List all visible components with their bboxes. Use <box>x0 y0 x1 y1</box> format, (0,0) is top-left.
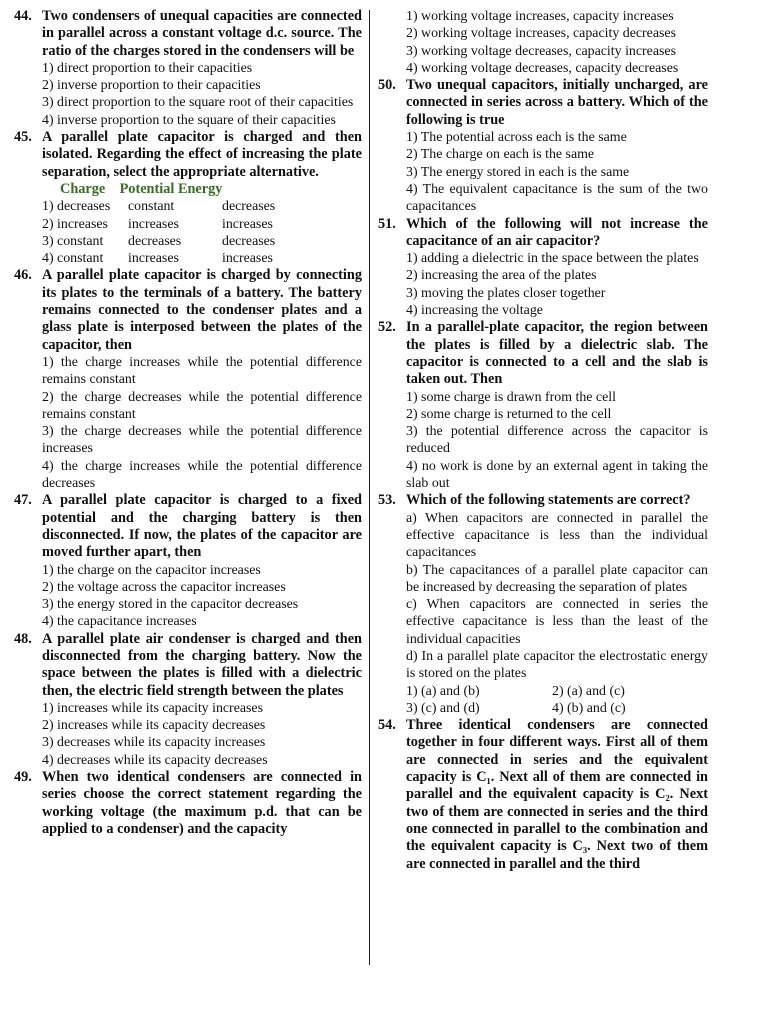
option: 1) working voltage increases, capacity increases <box>406 9 674 24</box>
option: 3) (c) and (d) <box>406 700 480 716</box>
question-number: 47. <box>14 492 32 509</box>
column-divider <box>369 10 370 965</box>
option: 2) (a) and (c) <box>552 683 625 699</box>
option: 4) The equivalent capacitance is the sum of the two capacitances <box>406 181 708 215</box>
option: 2) working voltage increases, capacity decreases <box>406 26 676 42</box>
question-text: A parallel plate capacitor is charged to a fixed potential and the charging battery is then disconnected. If now, the plates of the capacitor are moved further apart, then <box>42 492 362 561</box>
question-text: Two condensers of unequal capacities are connected in parallel across a constant voltage d.c. source. The ratio of the charges stored in the condensers will be <box>42 8 362 59</box>
statement: a) When capacitors are connected in parallel the effective capacitance is less than the individual capacitances <box>406 510 708 561</box>
question-number: 46. <box>14 267 32 284</box>
question-number: 53. <box>378 492 396 509</box>
question-text: A parallel plate capacitor is charged and then isolated. Regarding the effect of increasing the plate separation, select the appropriate alternative. <box>42 129 362 180</box>
cell: 1) decreases <box>42 199 111 215</box>
option: 3) direct proportion to the square root of their capacities <box>42 95 354 111</box>
option: 3) the potential difference across the capacitor is reduced <box>406 424 708 457</box>
left-column <box>14 8 362 838</box>
question-50 <box>378 77 708 215</box>
option: 2) the voltage across the capacitor increases <box>42 579 286 595</box>
cell: increases <box>222 216 273 232</box>
question-46 <box>14 267 362 492</box>
option: 2) the charge decreases while the potential difference remains constant <box>42 389 362 422</box>
option: 4) the capacitance increases <box>42 614 197 630</box>
option: 1) some charge is drawn from the cell <box>406 389 616 405</box>
option: 1) adding a dielectric in the space between the plates <box>406 251 699 267</box>
option: 1) (a) and (b) <box>406 683 480 699</box>
question-text: Which of the following statements are correct? <box>406 492 691 509</box>
question-number: 51. <box>378 215 396 232</box>
answer-row <box>406 700 708 717</box>
option: 1) The potential across each is the same <box>406 130 627 146</box>
option: 2) The charge on each is the same <box>406 147 595 163</box>
header-energy: Energy <box>177 180 223 197</box>
question-44 <box>14 8 362 129</box>
option: 1) the charge increases while the potential difference remains constant <box>42 354 362 388</box>
cell: 3) constant <box>42 233 104 249</box>
question-number: 48. <box>14 630 32 647</box>
question-49 <box>14 769 362 838</box>
option: 4) working voltage decreases, capacity decreases <box>406 60 679 76</box>
question-53 <box>378 492 708 717</box>
question-45 <box>14 129 362 267</box>
cell: constant <box>128 199 175 215</box>
cell: increases <box>128 216 179 232</box>
cell: decreases <box>222 199 276 215</box>
question-text: Which of the following will not increase the capacitance of an air capacitor? <box>406 215 708 249</box>
option: 3) decreases while its capacity increases <box>42 735 266 751</box>
option: 4) the charge increases while the potential difference decreases <box>42 458 362 492</box>
question-text: A parallel plate capacitor is charged by connecting its plates to the terminals of a battery. The battery remains connected to the condenser plates and a glass plate is interposed between the plates of the capacitor, then <box>42 267 362 353</box>
question-47 <box>14 492 362 630</box>
right-column <box>378 8 708 873</box>
question-text: Three identical condensers are connected together in four different ways. First all of them are connected in series and the equivalent capacity is C₁. Next all of them are connected in parallel and the equivalent capacity is C₂. Next two of them are connected in series and the third one connected in parallel to the combination and the equivalent capacity is C₃. Next two of them are connected in parallel and the third <box>406 717 708 872</box>
table-row <box>42 233 362 250</box>
statement: c) When capacitors are connected in series the effective capacitance is less than the least of the individual capacities <box>406 597 708 647</box>
question-54 <box>378 717 708 873</box>
table-row <box>42 198 362 215</box>
cell: decreases <box>128 233 182 249</box>
option: 4) no work is done by an external agent in taking the slab out <box>406 458 708 492</box>
option: 3) the energy stored in the capacitor decreases <box>42 597 299 613</box>
question-text: A parallel plate air condenser is charged and then disconnected from the charging battery. Now the space between the plates is filled with a dielectric then, the electric field strength between the plates <box>42 630 362 699</box>
question-number: 52. <box>378 319 396 336</box>
option: 1) direct proportion to their capacities <box>42 60 253 76</box>
option: 2) increasing the area of the plates <box>406 268 597 284</box>
cell: increases <box>128 251 179 267</box>
option: 3) moving the plates closer together <box>406 285 606 301</box>
option: 4) inverse proportion to the square of their capacities <box>42 112 336 128</box>
question-number: 50. <box>378 77 396 94</box>
cell: increases <box>222 251 273 267</box>
question-51 <box>378 216 708 320</box>
question-number: 45. <box>14 129 32 146</box>
header-charge: Charge <box>60 180 106 197</box>
option: 4) decreases while its capacity decreases <box>42 752 268 768</box>
option: 1) the charge on the capacitor increases <box>42 562 261 578</box>
option: 4) (b) and (c) <box>552 700 626 716</box>
question-52 <box>378 319 708 492</box>
question-text: When two identical condensers are connected in series choose the correct statement regarding the working voltage (the maximum p.d. that can be applied to a condenser) and the capacity <box>42 769 362 837</box>
table-header <box>42 181 362 198</box>
question-text: Two unequal capacitors, initially uncharged, are connected in series across a battery. Which of the following is true <box>406 77 708 128</box>
cell: decreases <box>222 233 276 249</box>
table-row <box>42 216 362 233</box>
option: 3) The energy stored in each is the same <box>406 164 630 180</box>
question-number: 44. <box>14 8 32 24</box>
cell: 4) constant <box>42 251 104 267</box>
answer-row <box>406 683 708 700</box>
option: 1) increases while its capacity increases <box>42 700 263 716</box>
option: 2) inverse proportion to their capacities <box>42 78 261 94</box>
option: 3) working voltage decreases, capacity increases <box>406 43 676 59</box>
header-potential: Potential <box>119 180 175 197</box>
question-49-options <box>378 8 708 77</box>
question-number: 49. <box>14 769 32 786</box>
option: 4) increasing the voltage <box>406 303 543 319</box>
table-row <box>42 250 362 267</box>
option: 2) some charge is returned to the cell <box>406 406 612 422</box>
cell: 2) increases <box>42 216 108 232</box>
option: 2) increases while its capacity decreases <box>42 718 266 734</box>
statement: b) The capacitances of a parallel plate capacitor can be increased by decreasing the separation of plates <box>406 562 708 595</box>
question-48 <box>14 631 362 769</box>
question-number: 54. <box>378 717 396 734</box>
statement: d) In a parallel plate capacitor the electrostatic energy is stored on the plates <box>406 648 708 682</box>
question-text: In a parallel-plate capacitor, the region between the plates is filled by a dielectric slab. The capacitor is connected to a cell and the slab is taken out. Then <box>406 319 708 388</box>
option: 3) the charge decreases while the potential difference increases <box>42 424 362 457</box>
